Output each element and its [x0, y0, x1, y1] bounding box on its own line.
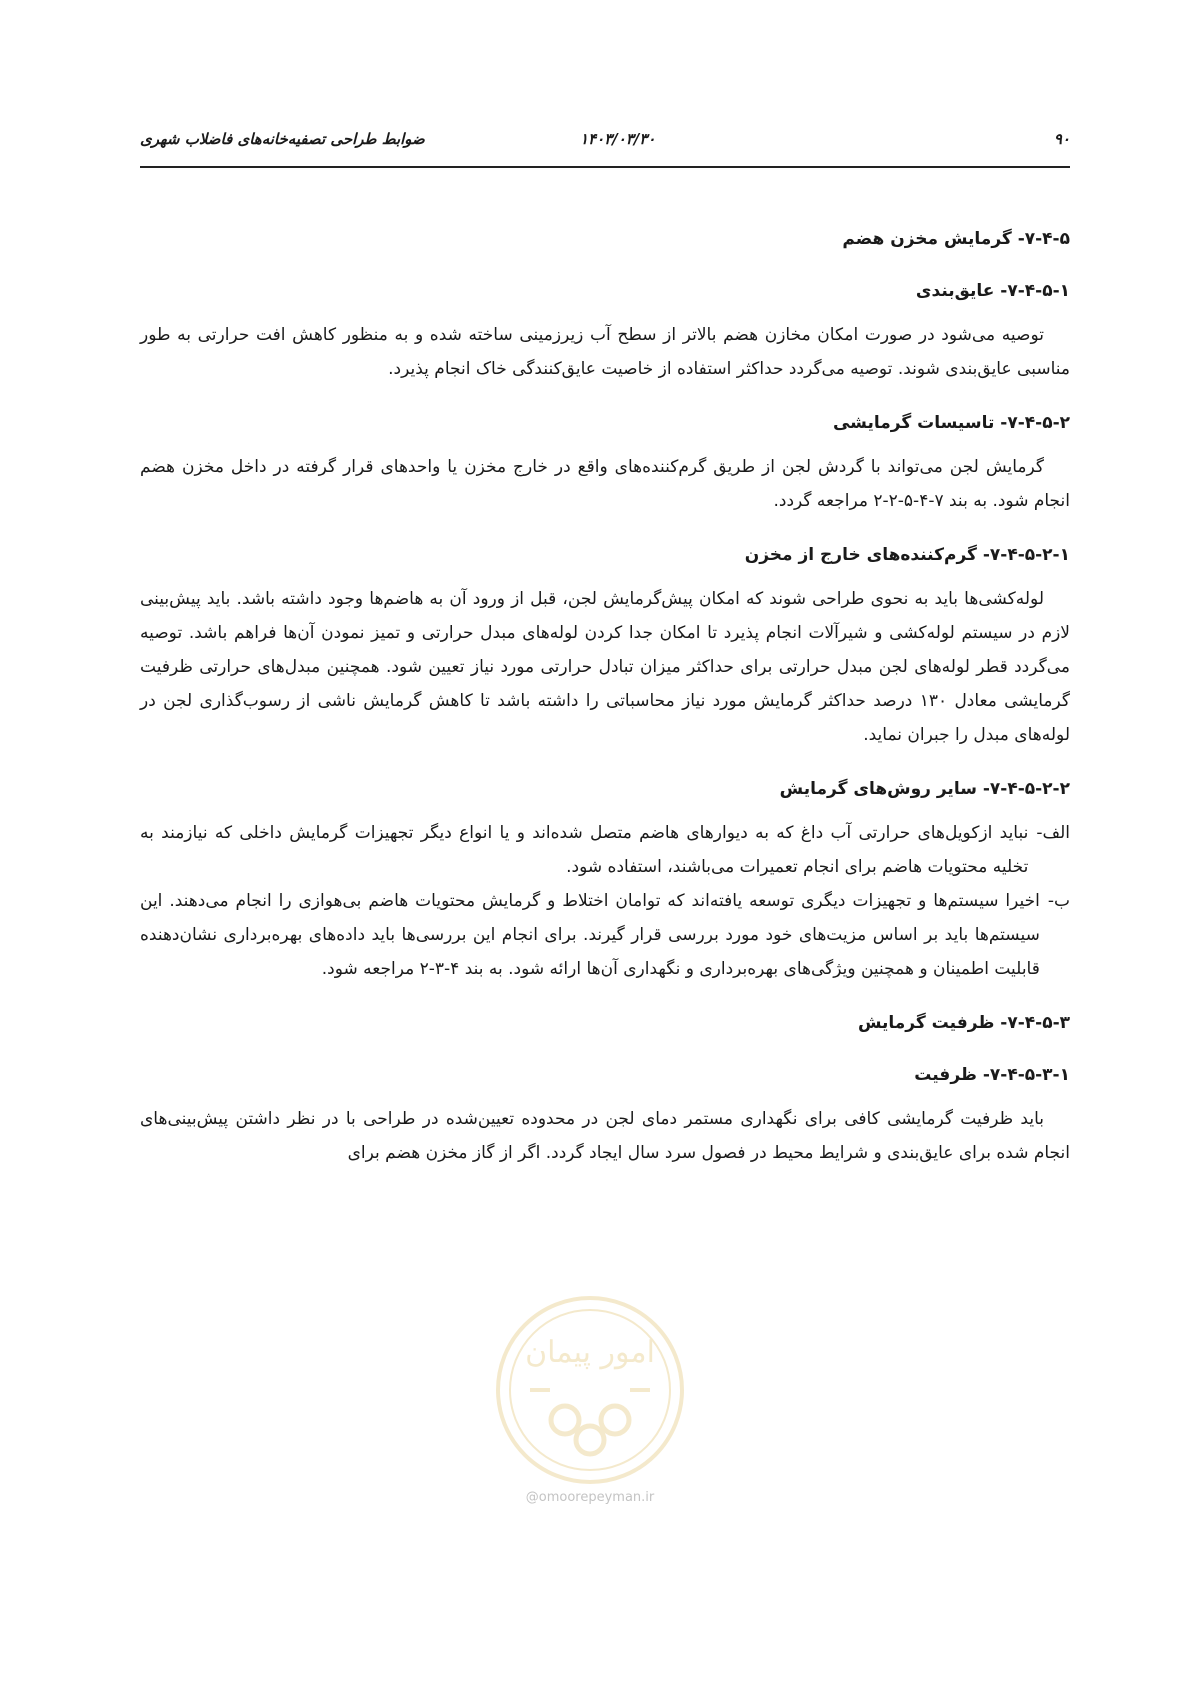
subsection-heading: ۷-۴-۵-۲- تاسیسات گرمایشی [832, 413, 1070, 433]
page-content [140, 200, 1070, 1190]
list-text: نباید ازکویل‌های حرارتی آب داغ که به دیوارهای هاضم متصل شده‌اند و یا انواع دیگر تجهیزات گرمایش داخلی که نیازمند به تخلیه محتویات هاضم برای انجام تعمیرات می‌باشند، استفاده شود. [140, 823, 1029, 877]
watermark-site: @omoorepeyman.ir [525, 1490, 655, 1505]
list-marker: الف- [1036, 823, 1070, 843]
list-marker: ب- [1047, 891, 1070, 911]
list-text: اخیرا سیستم‌ها و تجهیزات دیگری توسعه یافته‌اند که توامان اختلاط و گرمایش محتویات هاضم بی‌هوازی را انجام می‌دهند. این سیستم‌ها باید بر اساس مزیت‌های خود مورد بررسی قرار گیرند. برای انجام این بررسی‌ها باید داده‌های بهره‌برداری نشان‌دهنده قابلیت اطمینان و همچنین ویژگی‌های بهره‌برداری و نگهداری آن‌ها ارائه شود. به بند ۴-۳-۲ مراجعه شود. [140, 891, 1040, 979]
list-item [140, 816, 1070, 884]
list-item [140, 884, 1070, 986]
header-date: ۱۴۰۳/۰۳/۳۰ [580, 130, 656, 148]
subsection-heading: ۷-۴-۵-۲-۱- گرم‌کننده‌های خارج از مخزن [744, 545, 1070, 565]
subsection-heading: ۷-۴-۵-۲-۲- سایر روش‌های گرمایش [779, 779, 1070, 799]
page-number: ۹۰ [1053, 130, 1070, 148]
section-heading: ۷-۴-۵- گرمایش مخزن هضم [842, 229, 1070, 249]
watermark-logo-text: امور پیمان [525, 1335, 655, 1370]
subsection-heading: ۷-۴-۵-۳- ظرفیت گرمایش [857, 1013, 1070, 1033]
paragraph: توصیه می‌شود در صورت امکان مخازن هضم بالاتر از سطح آب زیرزمینی ساخته شده و به منظور کاهش افت حرارتی به طور مناسبی عایق‌بندی شوند. توصیه می‌گردد حداکثر استفاده از خاصیت عایق‌کنندگی خاک انجام پذیرد. [140, 325, 1070, 379]
document-title: ضوابط طراحی تصفیه‌خانه‌های فاضلاب شهری [140, 130, 425, 148]
paragraph: گرمایش لجن می‌تواند با گردش لجن از طریق گرم‌کننده‌های واقع در خارج مخزن یا واحدهای قرار گرفته در داخل مخزن هضم انجام شود. به بند ۷-۴-۵-۲-۲ مراجعه گردد. [140, 457, 1070, 511]
page-header [140, 130, 1070, 168]
paragraph: لوله‌کشی‌ها باید به نحوی طراحی شوند که امکان پیش‌گرمایش لجن، قبل از ورود آن به هاضم‌ها وجود داشته باشد. باید پیش‌بینی لازم در سیستم لوله‌کشی و شیرآلات انجام پذیرد تا امکان جدا کردن لوله‌های مبدل حرارتی و تمیز نمودن آن‌ها فراهم باشد. توصیه می‌گردد قطر لوله‌های لجن مبدل حرارتی برای حداکثر میزان تبادل حرارتی مورد نیاز تعیین شود. همچنین مبدل‌های حرارتی ظرفیت گرمایشی معادل ۱۳۰ درصد حداکثر گرمایش مورد نیاز محاسباتی را داشته باشد تا کاهش گرمایش ناشی از رسوب‌گذاری لجن در لوله‌های مبدل را جبران نماید. [140, 589, 1071, 745]
subsection-heading: ۷-۴-۵-۳-۱- ظرفیت [914, 1065, 1070, 1085]
item-list [140, 816, 1070, 986]
subsection-heading: ۷-۴-۵-۱- عایق‌بندی [915, 281, 1070, 301]
paragraph: باید ظرفیت گرمایشی کافی برای نگهداری مستمر دمای لجن در محدوده تعیین‌شده در طراحی با در نظر داشتن پیش‌بینی‌های انجام شده برای عایق‌بندی و شرایط محیط در فصول سرد سال ایجاد گردد. اگر از گاز مخزن هضم برای [140, 1109, 1070, 1163]
